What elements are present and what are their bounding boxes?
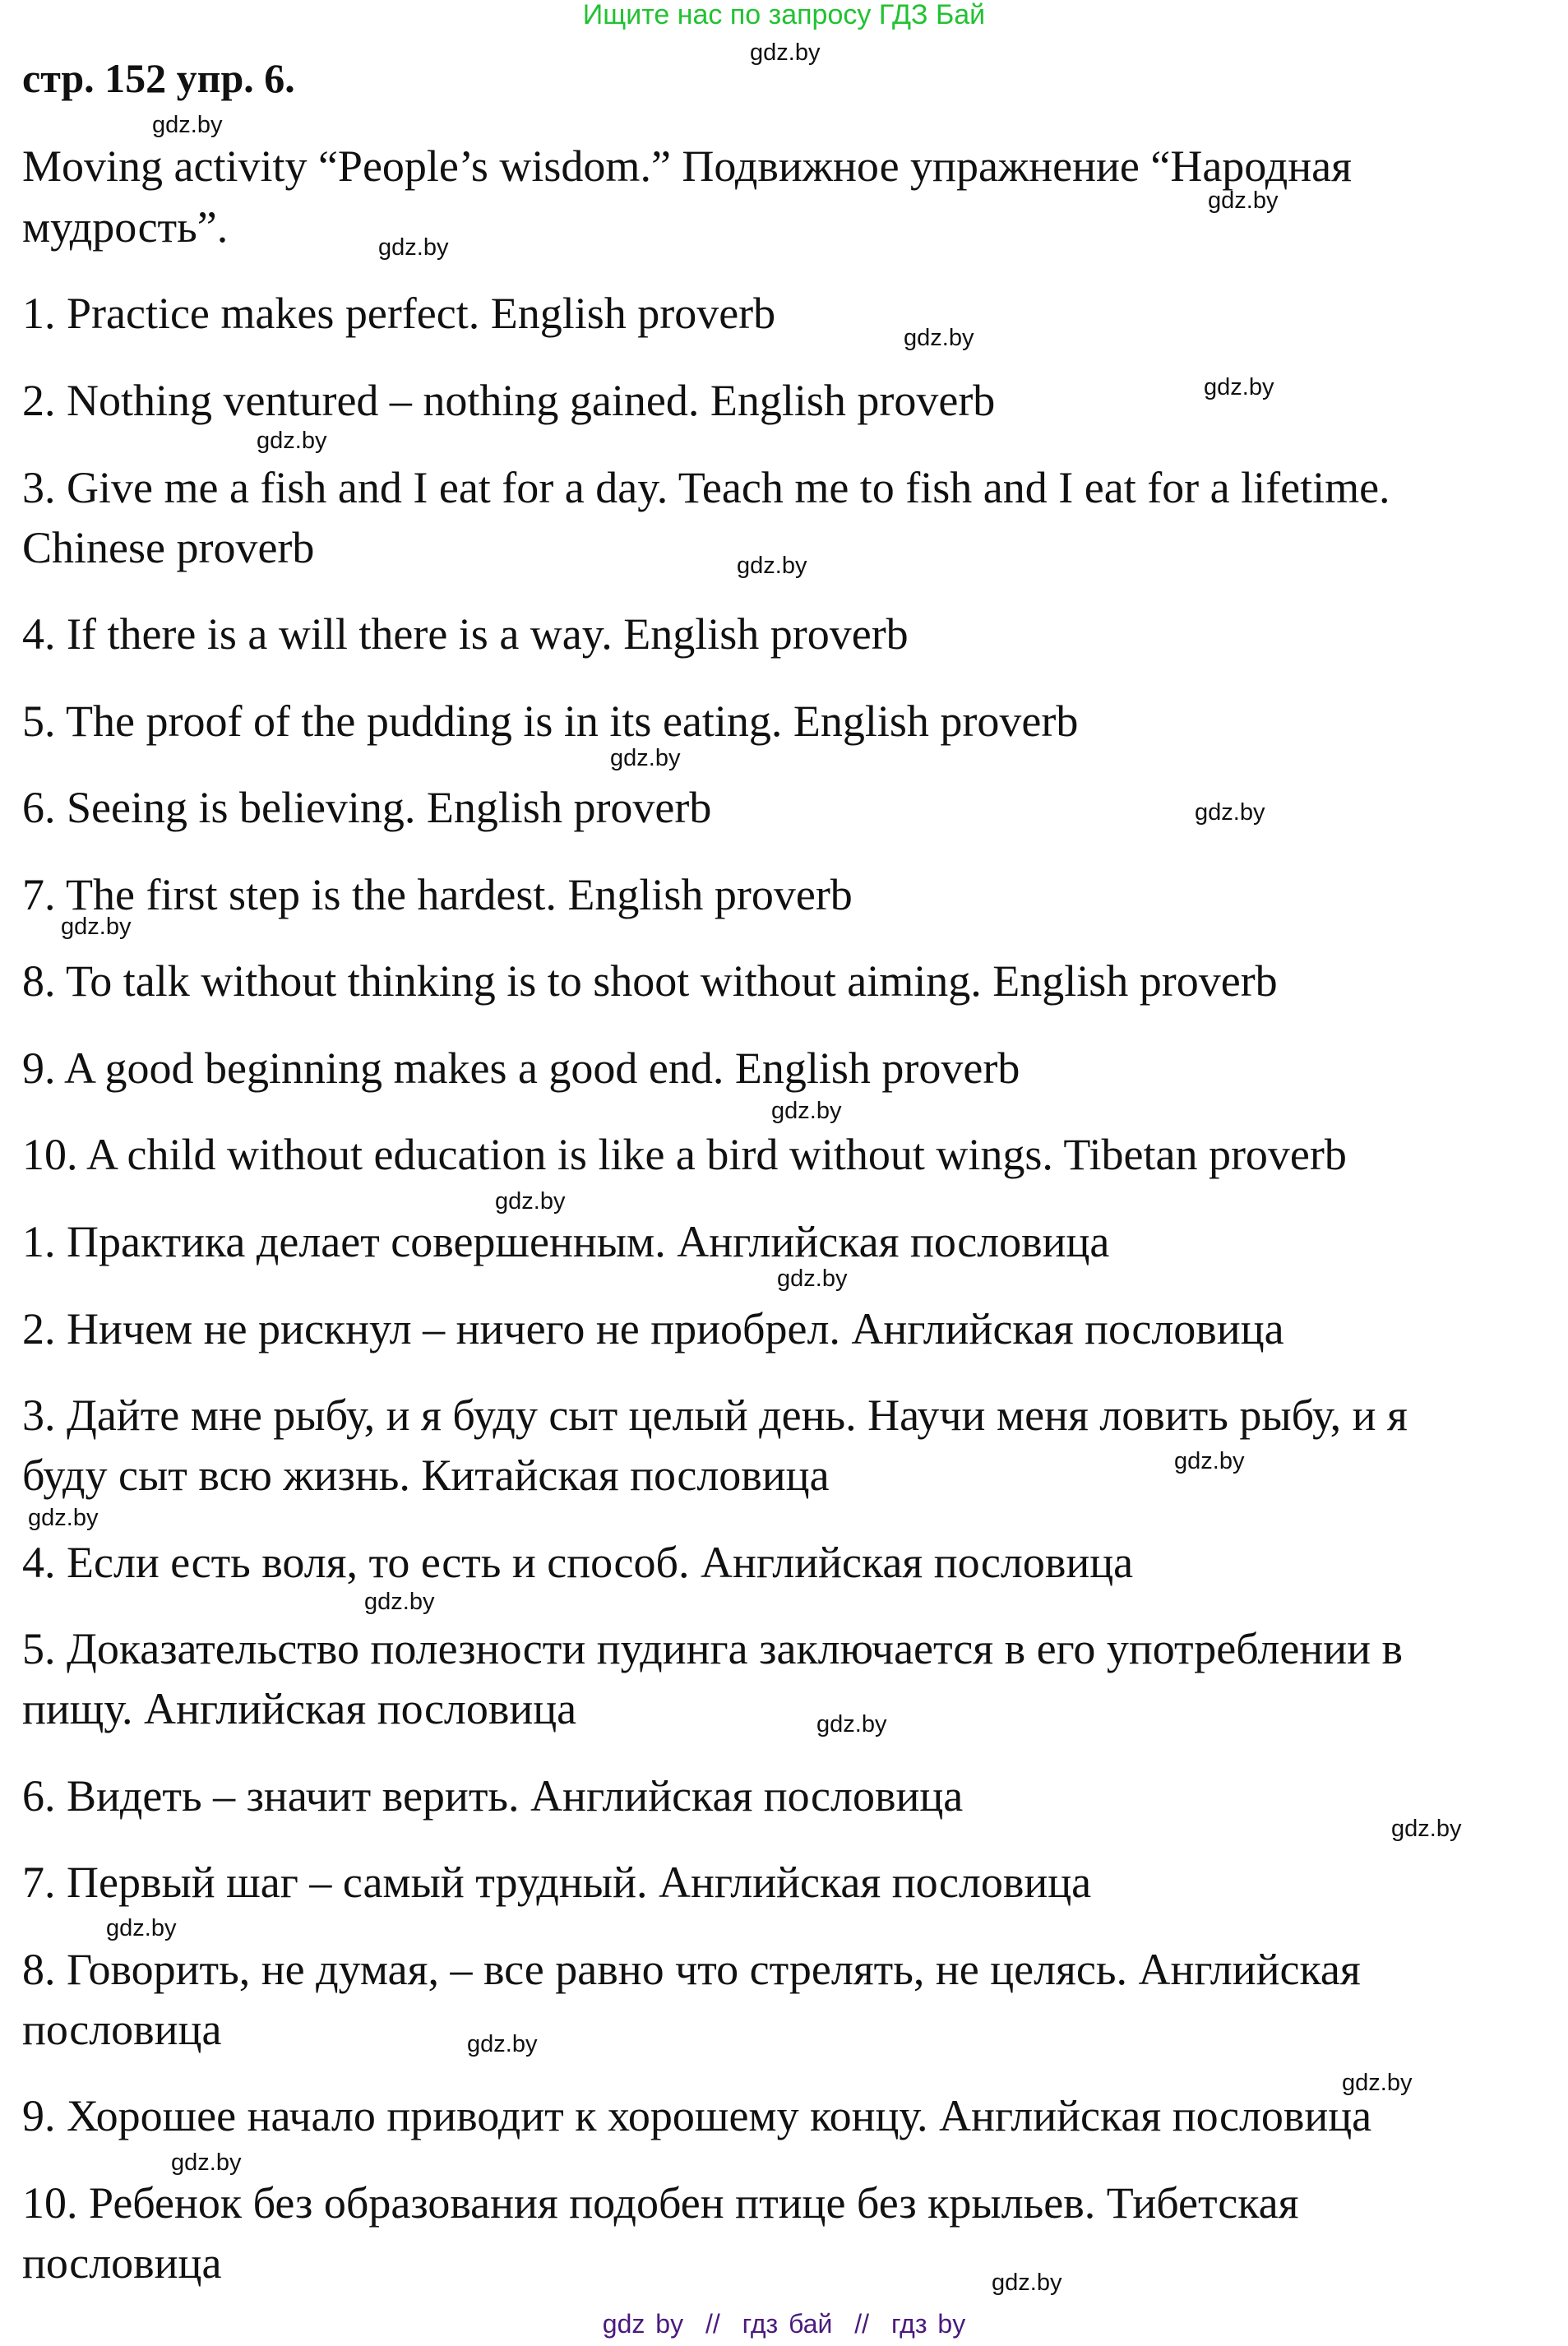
watermark: gdz.by (171, 2149, 242, 2176)
english-proverb-9: 9. A good beginning makes a good end. English proverb (22, 1043, 1020, 1093)
footer-links (0, 2309, 1568, 2339)
russian-proverb-3-cont: буду сыт всю жизнь. Китайская пословица (22, 1451, 830, 1500)
watermark: gdz.by (495, 1188, 566, 1215)
watermark: gdz.by (750, 39, 821, 66)
page-title: стр. 152 упр. 6. (22, 55, 295, 101)
footer-separator: // (705, 2309, 720, 2339)
watermark: gdz.by (152, 112, 223, 138)
russian-proverb-1: 1. Практика делает совершенным. Английская пословица (22, 1217, 1110, 1266)
russian-proverb-5-cont: пищу. Английская пословица (22, 1684, 577, 1733)
english-proverb-4: 4. If there is a will there is a way. English proverb (22, 609, 909, 659)
russian-proverb-10-cont: пословица (22, 2238, 222, 2288)
watermark: gdz.by (61, 914, 132, 940)
watermark: gdz.by (257, 428, 327, 454)
russian-proverb-9: 9. Хорошее начало приводит к хорошему концу. Английская пословица (22, 2091, 1372, 2140)
english-proverb-5: 5. The proof of the pudding is in its eating. English proverb (22, 696, 1079, 746)
footer-separator: // (854, 2309, 870, 2339)
english-proverb-3-cont: Chinese proverb (22, 523, 315, 572)
footer-link-gdz-bai[interactable]: гдз бай (742, 2309, 833, 2339)
search-banner[interactable]: Ищите нас по запросу ГДЗ Бай (582, 0, 986, 30)
watermark: gdz.by (106, 1915, 177, 1941)
watermark: gdz.by (1195, 799, 1265, 826)
russian-proverb-5: 5. Доказательство полезности пудинга заключается в его употреблении в (22, 1624, 1403, 1673)
english-proverb-3: 3. Give me a fish and I eat for a day. Teach me to fish and I eat for a lifetime. (22, 463, 1390, 512)
watermark: gdz.by (1342, 2070, 1413, 2096)
watermark: gdz.by (904, 325, 974, 351)
russian-proverb-2: 2. Ничем не рискнул – ничего не приобрел. Английская пословица (22, 1304, 1284, 1353)
russian-proverb-4: 4. Если есть воля, то есть и способ. Английская пословица (22, 1538, 1134, 1587)
watermark: gdz.by (610, 745, 681, 771)
footer-link-gdz-by[interactable]: gdz by (602, 2309, 684, 2339)
watermark: gdz.by (771, 1098, 842, 1124)
russian-proverb-8: 8. Говорить, не думая, – все равно что стрелять, не целясь. Английская (22, 1945, 1361, 1994)
english-proverb-10: 10. A child without education is like a bird without wings. Tibetan proverb (22, 1130, 1347, 1179)
english-proverb-1: 1. Practice makes perfect. English proverb (22, 289, 776, 338)
watermark: gdz.by (1174, 1448, 1245, 1474)
russian-proverb-7: 7. Первый шаг – самый трудный. Английская пословица (22, 1858, 1092, 1907)
intro-line: Moving activity “People’s wisdom.” Подвижное упражнение “Народная (22, 141, 1352, 191)
english-proverb-2: 2. Nothing ventured – nothing gained. English proverb (22, 376, 996, 425)
russian-proverb-3: 3. Дайте мне рыбу, и я буду сыт целый день. Научи меня ловить рыбу, и я (22, 1390, 1408, 1440)
watermark: gdz.by (364, 1589, 435, 1615)
russian-proverb-6: 6. Видеть – значит верить. Английская пословица (22, 1771, 964, 1821)
watermark: gdz.by (378, 234, 449, 261)
russian-proverb-10: 10. Ребенок без образования подобен птице без крыльев. Тибетская (22, 2178, 1299, 2228)
watermark: gdz.by (1391, 1816, 1462, 1842)
watermark: gdz.by (992, 2270, 1062, 2296)
watermark: gdz.by (467, 2031, 538, 2057)
intro-line: мудрость”. (22, 202, 229, 252)
watermark: gdz.by (777, 1266, 848, 1292)
watermark: gdz.by (816, 1711, 887, 1738)
watermark: gdz.by (1208, 187, 1279, 214)
watermark: gdz.by (737, 553, 807, 579)
russian-proverb-8-cont: пословица (22, 2005, 222, 2054)
watermark: gdz.by (28, 1505, 99, 1531)
watermark: gdz.by (1204, 374, 1274, 400)
english-proverb-7: 7. The first step is the hardest. English proverb (22, 870, 853, 919)
footer-link-gdz-by-ru[interactable]: гдз by (890, 2309, 966, 2339)
english-proverb-6: 6. Seeing is believing. English proverb (22, 783, 712, 832)
english-proverb-8: 8. To talk without thinking is to shoot without aiming. English proverb (22, 956, 1278, 1006)
